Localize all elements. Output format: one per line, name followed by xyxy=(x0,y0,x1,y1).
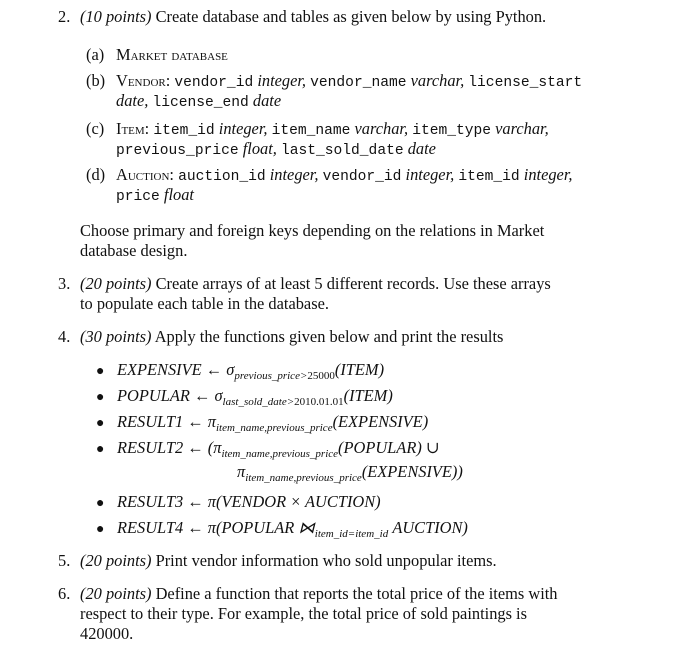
field-price: price xyxy=(116,189,160,205)
pi-symbol: π xyxy=(207,518,216,537)
field-auction-id: auction_id xyxy=(178,169,266,185)
arrow-symbol: ← xyxy=(187,518,204,537)
q3-number: 3. xyxy=(58,274,71,293)
arrow-symbol: ← xyxy=(187,438,204,457)
sigma-symbol: σ xyxy=(226,360,235,379)
q3-line1 xyxy=(80,274,551,294)
q4-number: 4. xyxy=(58,327,71,346)
expr-arg: (ITEM) xyxy=(343,386,393,405)
type-float: float xyxy=(163,185,194,204)
q6-line1 xyxy=(80,584,558,604)
auction-table-name: Auction: xyxy=(116,165,174,184)
q6-line3: 420000. xyxy=(80,624,134,643)
expr-arg: (ITEM) xyxy=(334,360,385,379)
expr-sub: item_name,previous_price xyxy=(221,448,339,460)
q2b-line2 xyxy=(116,91,281,113)
expr-arg: AUCTION) xyxy=(392,518,468,537)
q3-line2: to populate each table in the database. xyxy=(80,294,329,313)
q2c-line1 xyxy=(116,119,549,141)
q2d-line1 xyxy=(116,165,572,187)
field-item-id: item_id xyxy=(458,169,520,185)
field-license-start: license_start xyxy=(468,75,583,91)
q2c-label: (c) xyxy=(86,119,105,138)
q5-text: Print vendor information who sold unpopular items. xyxy=(155,551,497,570)
q2-text: Create database and tables as given below by using Python. xyxy=(155,7,547,26)
bullet-2: ● xyxy=(96,390,105,405)
q5-points: (20 points) xyxy=(80,551,152,570)
arrow-symbol: ← xyxy=(193,386,211,405)
pi-symbol: π xyxy=(207,412,216,431)
expr-lhs: RESULT3 xyxy=(117,492,184,511)
q2-line xyxy=(80,7,546,27)
expr-arg: (EXPENSIVE)) xyxy=(361,462,463,481)
q2d-label: (d) xyxy=(86,165,106,184)
type-float: float, xyxy=(242,139,277,158)
arrow-symbol: ← xyxy=(187,492,204,511)
expr-result2 xyxy=(117,438,440,460)
q2a-label: (a) xyxy=(86,45,105,64)
q2-number: 2. xyxy=(58,7,71,26)
item-table-name: Item: xyxy=(116,119,150,138)
pi-symbol: π xyxy=(207,492,216,511)
q5-number: 5. xyxy=(58,551,71,570)
q6-line2: respect to their type. For example, the total price of sold paintings is xyxy=(80,604,527,623)
bullet-5: ● xyxy=(96,496,105,511)
q2a-text: Market database xyxy=(116,45,228,64)
expr-result2-cont xyxy=(237,462,463,484)
expr-arg: (POPULAR) ∪ xyxy=(338,438,440,457)
type-date: date xyxy=(252,91,282,110)
bullet-6: ● xyxy=(96,522,105,537)
type-varchar: varchar, xyxy=(354,119,409,138)
expr-popular xyxy=(117,386,393,408)
q2-note-line1: Choose primary and foreign keys depending on the relations in Market xyxy=(80,221,545,240)
expr-lhs: POPULAR xyxy=(117,386,190,405)
vendor-table-name: Vendor: xyxy=(116,71,171,90)
field-last-sold-date: last_sold_date xyxy=(280,143,404,159)
q6-text: Define a function that reports the total price of the items with xyxy=(155,584,558,603)
type-varchar: varchar, xyxy=(495,119,549,138)
arrow-symbol: ← xyxy=(187,412,204,431)
bullet-1: ● xyxy=(96,364,105,379)
q2b-label: (b) xyxy=(86,71,106,90)
pi-symbol: π xyxy=(237,462,246,481)
field-previous-price: previous_price xyxy=(116,143,239,159)
expr-arg: (VENDOR × AUCTION) xyxy=(215,492,381,511)
field-vendor-name: vendor_name xyxy=(310,75,407,91)
expr-sub: item_name,previous_price xyxy=(245,472,362,484)
q2-note-line2: database design. xyxy=(80,241,188,260)
expr-expensive xyxy=(117,360,384,382)
arrow-symbol: ← xyxy=(205,360,223,379)
type-date: date, xyxy=(116,91,149,110)
type-integer: integer, xyxy=(257,71,307,90)
type-varchar: varchar, xyxy=(410,71,465,90)
q2-points: (10 points) xyxy=(80,7,152,26)
q5-line xyxy=(80,551,497,571)
expr-sub: item_name,previous_price xyxy=(215,422,333,434)
q3-points: (20 points) xyxy=(80,274,152,293)
type-date: date xyxy=(407,139,436,158)
type-integer: integer, xyxy=(405,165,455,184)
q2b-line1 xyxy=(116,71,582,93)
field-item-name: item_name xyxy=(271,123,351,139)
expr-arg: (POPULAR ⋈ xyxy=(215,518,315,537)
expr-lhs: RESULT2 xyxy=(117,438,184,457)
expr-lhs: EXPENSIVE xyxy=(117,360,202,379)
expr-result4 xyxy=(117,518,468,540)
type-integer: integer, xyxy=(269,165,319,184)
expr-subnum: 25000 xyxy=(307,370,335,382)
type-integer: integer, xyxy=(523,165,573,184)
expr-lhs: RESULT4 xyxy=(117,518,184,537)
pi-symbol: (π xyxy=(207,438,222,457)
expr-sub: previous_price> xyxy=(234,370,308,382)
bullet-4: ● xyxy=(96,442,105,457)
field-item-type: item_type xyxy=(412,123,492,139)
q3-text: Create arrays of at least 5 different records. Use these arrays xyxy=(155,274,551,293)
q6-number: 6. xyxy=(58,584,71,603)
expr-result1 xyxy=(117,412,428,434)
expr-lhs: RESULT1 xyxy=(117,412,184,431)
q4-text: Apply the functions given below and print the results xyxy=(154,327,504,346)
q6-points: (20 points) xyxy=(80,584,152,603)
field-vendor-id: vendor_id xyxy=(174,75,254,91)
field-vendor-id: vendor_id xyxy=(322,169,402,185)
expr-sub: last_sold_date> xyxy=(222,396,295,408)
join-condition: item_id=item_id xyxy=(314,528,389,540)
q2d-line2 xyxy=(116,185,194,207)
q4-line xyxy=(80,327,503,347)
q2c-line2 xyxy=(116,139,436,161)
q4-points: (30 points) xyxy=(80,327,152,346)
field-item-id: item_id xyxy=(153,123,215,139)
sigma-symbol: σ xyxy=(214,386,223,405)
field-license-end: license_end xyxy=(152,95,249,111)
expr-result3 xyxy=(117,492,381,512)
type-integer: integer, xyxy=(218,119,268,138)
expr-subnum: 2010.01.01 xyxy=(294,396,344,408)
expr-arg: (EXPENSIVE) xyxy=(332,412,429,431)
bullet-3: ● xyxy=(96,416,105,431)
